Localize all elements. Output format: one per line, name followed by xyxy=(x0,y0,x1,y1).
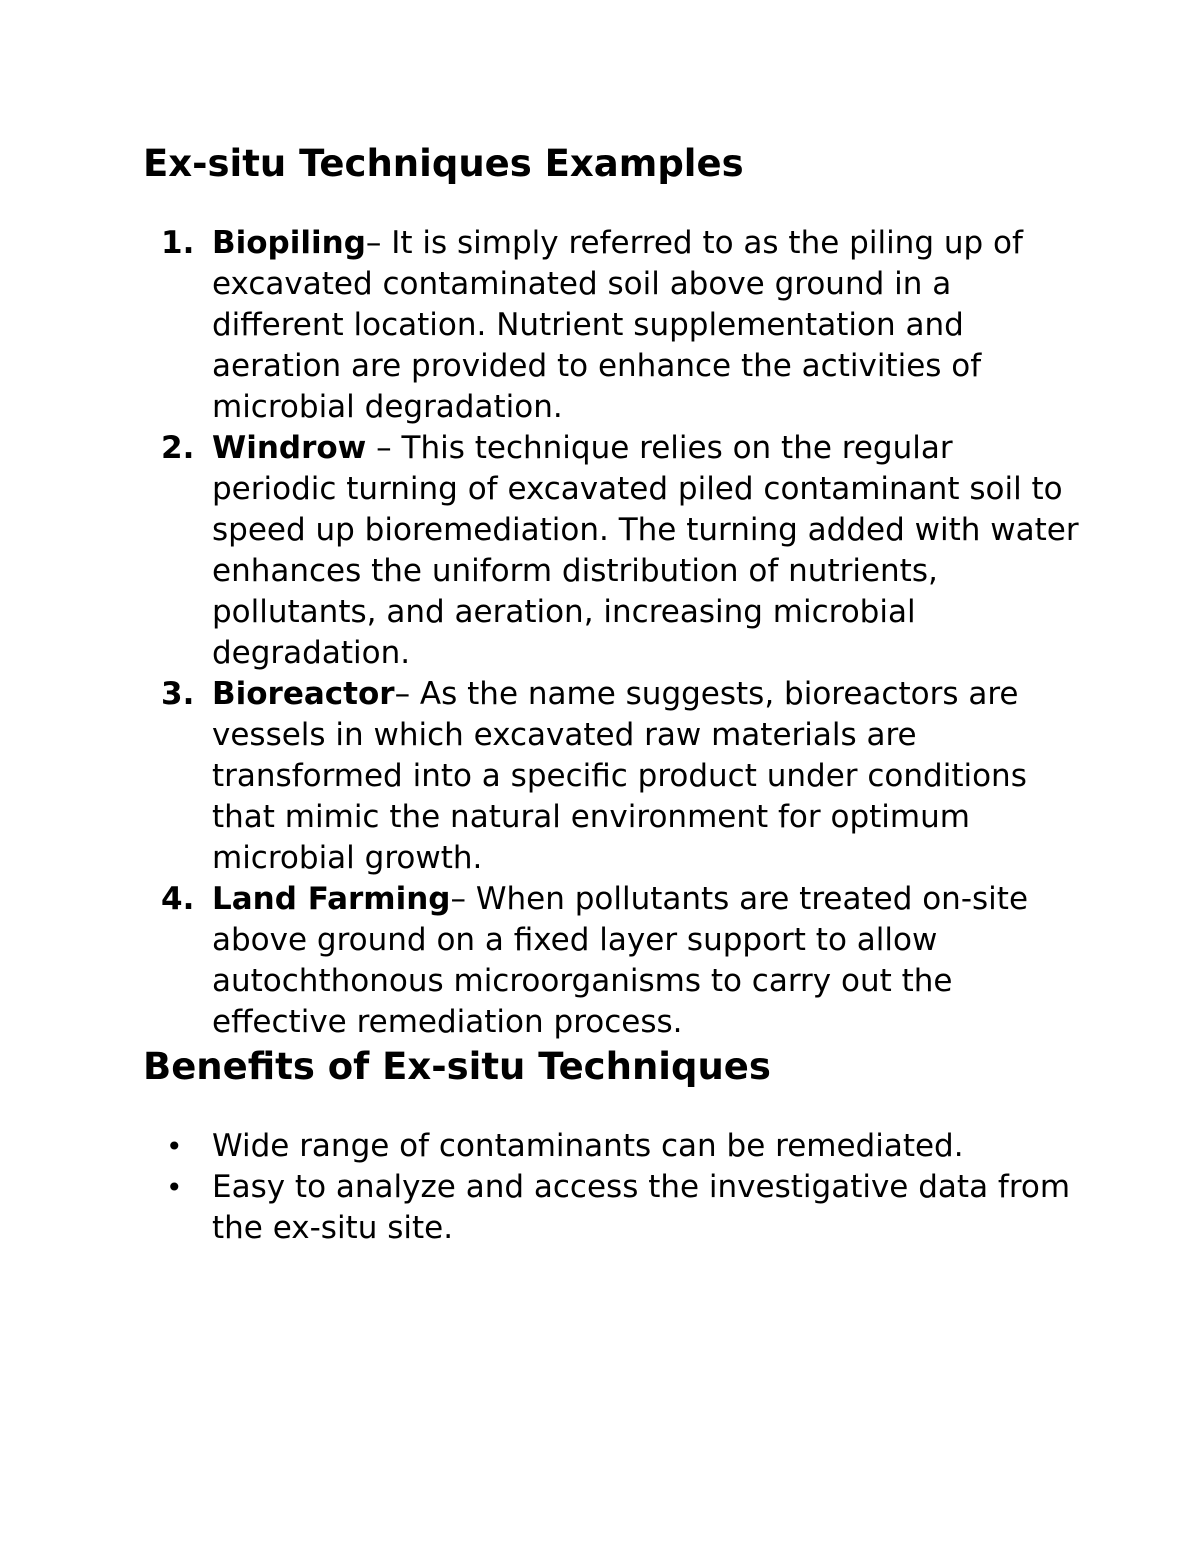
term-biopiling: Biopiling xyxy=(212,225,366,261)
heading-ex-situ-techniques-examples: Ex-situ Techniques Examples xyxy=(143,142,744,185)
bullet-icon: • xyxy=(166,1130,183,1163)
list-number: 3. xyxy=(161,676,195,712)
term-bioreactor: Bioreactor xyxy=(212,676,395,712)
benefit-text: Easy to analyze and access the investigative data from the ex-situ site. xyxy=(212,1169,1071,1246)
term-land-farming: Land Farming xyxy=(212,881,451,917)
heading-benefits-of-ex-situ-techniques: Benefits of Ex-situ Techniques xyxy=(143,1045,771,1088)
list-number: 2. xyxy=(161,430,195,466)
list-item-land-farming xyxy=(143,879,1083,1043)
list-item-benefit xyxy=(143,1167,1083,1249)
description-land-farming: – When pollutants are treated on-site above ground on a fixed layer support to allow autochthonous microorganisms to carry out the effective remediation process. xyxy=(212,881,1029,1040)
benefit-text: Wide range of contaminants can be remediated. xyxy=(212,1128,964,1164)
description-biopiling: – It is simply referred to as the piling up of excavated contaminated soil above ground in a different location. Nutrient supplementation and aeration are provided to enhance the activities of microbial degradation. xyxy=(212,225,1023,425)
list-item-biopiling xyxy=(143,223,1083,428)
description-bioreactor: – As the name suggests, bioreactors are vessels in which excavated raw materials are transformed into a specific product under conditions that mimic the natural environment for optimum microbial growth. xyxy=(212,676,1027,876)
document-page xyxy=(143,140,1083,1249)
term-windrow: Windrow xyxy=(212,430,367,466)
description-windrow: – This technique relies on the regular periodic turning of excavated piled contaminant soil to speed up bioremediation. The turning added with water enhances the uniform distribution of nutrients, pollutants, and aeration, increasing microbial degradation. xyxy=(212,430,1079,671)
benefits-list xyxy=(143,1126,1083,1249)
bullet-icon: • xyxy=(166,1171,183,1204)
list-number: 1. xyxy=(161,225,195,261)
list-item-benefit xyxy=(143,1126,1083,1167)
list-item-bioreactor xyxy=(143,674,1083,879)
techniques-list xyxy=(143,223,1083,1043)
list-number: 4. xyxy=(161,881,195,917)
list-item-windrow xyxy=(143,428,1083,674)
